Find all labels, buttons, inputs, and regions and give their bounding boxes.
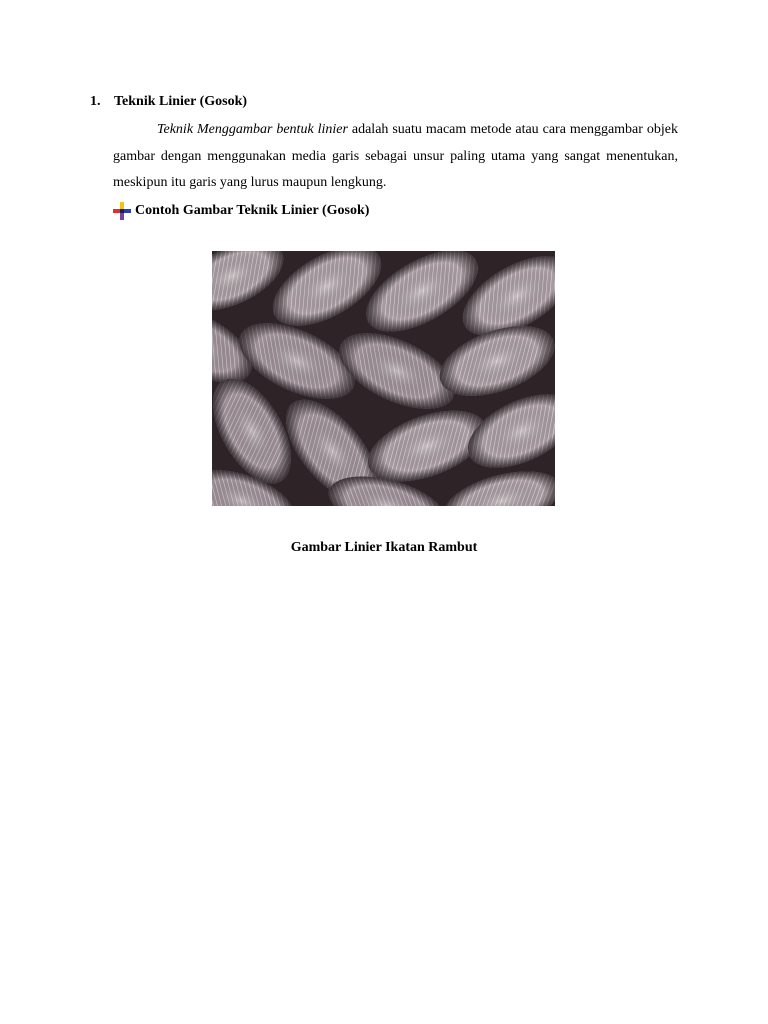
section-title: Teknik Linier (Gosok) xyxy=(114,94,248,109)
figure-caption: Gambar Linier Ikatan Rambut xyxy=(290,540,478,555)
section-number: 1. xyxy=(90,94,101,109)
example-heading xyxy=(113,202,369,220)
body-paragraph xyxy=(113,117,678,197)
colored-plus-bullet-icon xyxy=(113,202,131,220)
example-label: Contoh Gambar Teknik Linier (Gosok) xyxy=(135,203,370,218)
artwork-illustration xyxy=(212,251,555,506)
paragraph-body-text: adalah suatu macam metode atau cara menggambar objek gambar dengan menggunakan media garis sebagai unsur paling utama yang sangat menentukan, meskipun itu garis yang lurus maupun lengkung. xyxy=(113,122,678,190)
section-heading xyxy=(90,93,247,111)
italic-lead-text: Teknik Menggambar bentuk linier xyxy=(157,122,348,137)
braided-hair-artwork xyxy=(212,251,555,506)
